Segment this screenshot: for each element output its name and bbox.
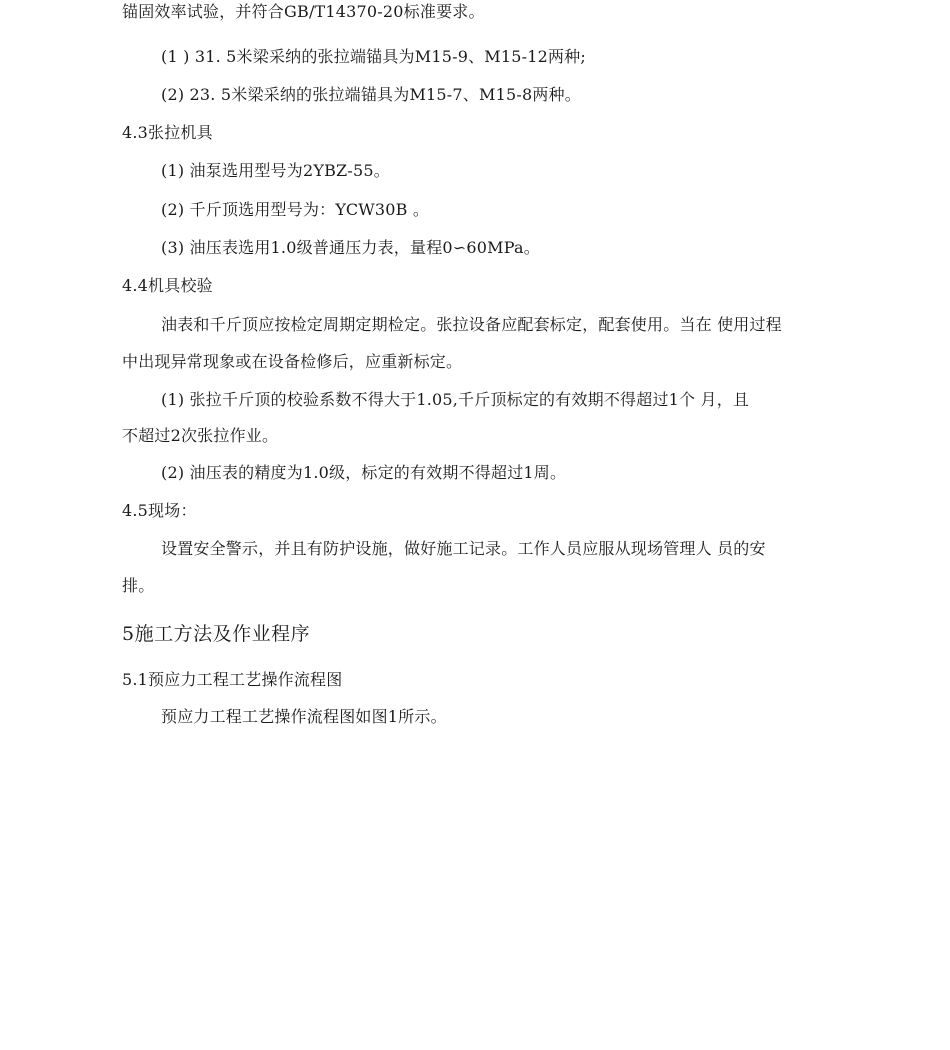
paragraph-line: 中出现异常现象或在设备检修后，应重新标定。 xyxy=(122,352,463,371)
list-item: (1) 油泵选用型号为2YBZ-55。 xyxy=(161,161,390,180)
list-item: (1 ) 31. 5米梁采纳的张拉端锚具为M15-9、M15-12两种; xyxy=(161,47,586,66)
list-item: (2) 23. 5米梁采纳的张拉端锚具为M15-7、M15-8两种。 xyxy=(161,85,581,104)
section-heading: 4.3张拉机具 xyxy=(122,123,213,142)
section-heading: 4.4机具校验 xyxy=(122,276,213,295)
chapter-heading: 5施工方法及作业程序 xyxy=(122,623,311,645)
section-heading: 5.1预应力工程工艺操作流程图 xyxy=(122,670,343,689)
list-item: (2) 油压表的精度为1.0级，标定的有效期不得超过1周。 xyxy=(161,463,567,482)
text-line: 锚固效率试验，并符合GB/T14370-20标准要求。 xyxy=(122,2,485,21)
paragraph-line: 预应力工程工艺操作流程图如图1所示。 xyxy=(161,707,447,726)
list-item: (1) 张拉千斤顶的校验系数不得大于1.05,千斤顶标定的有效期不得超过1个 月，且 xyxy=(161,390,750,409)
list-item: (2) 千斤顶选用型号为：YCW30B 。 xyxy=(161,200,430,219)
list-item: (3) 油压表选用1.0级普通压力表，量程0∽60MPa。 xyxy=(161,238,540,257)
paragraph-line: 排。 xyxy=(122,576,155,595)
section-heading: 4.5现场： xyxy=(122,501,197,520)
paragraph-line: 设置安全警示，并且有防护设施，做好施工记录。工作人员应服从现场管理人 员的安 xyxy=(161,539,766,558)
paragraph-line: 不超过2次张拉作业。 xyxy=(122,426,279,445)
paragraph-line: 油表和千斤顶应按检定周期定期检定。张拉设备应配套标定，配套使用。当在 使用过程 xyxy=(161,315,782,334)
